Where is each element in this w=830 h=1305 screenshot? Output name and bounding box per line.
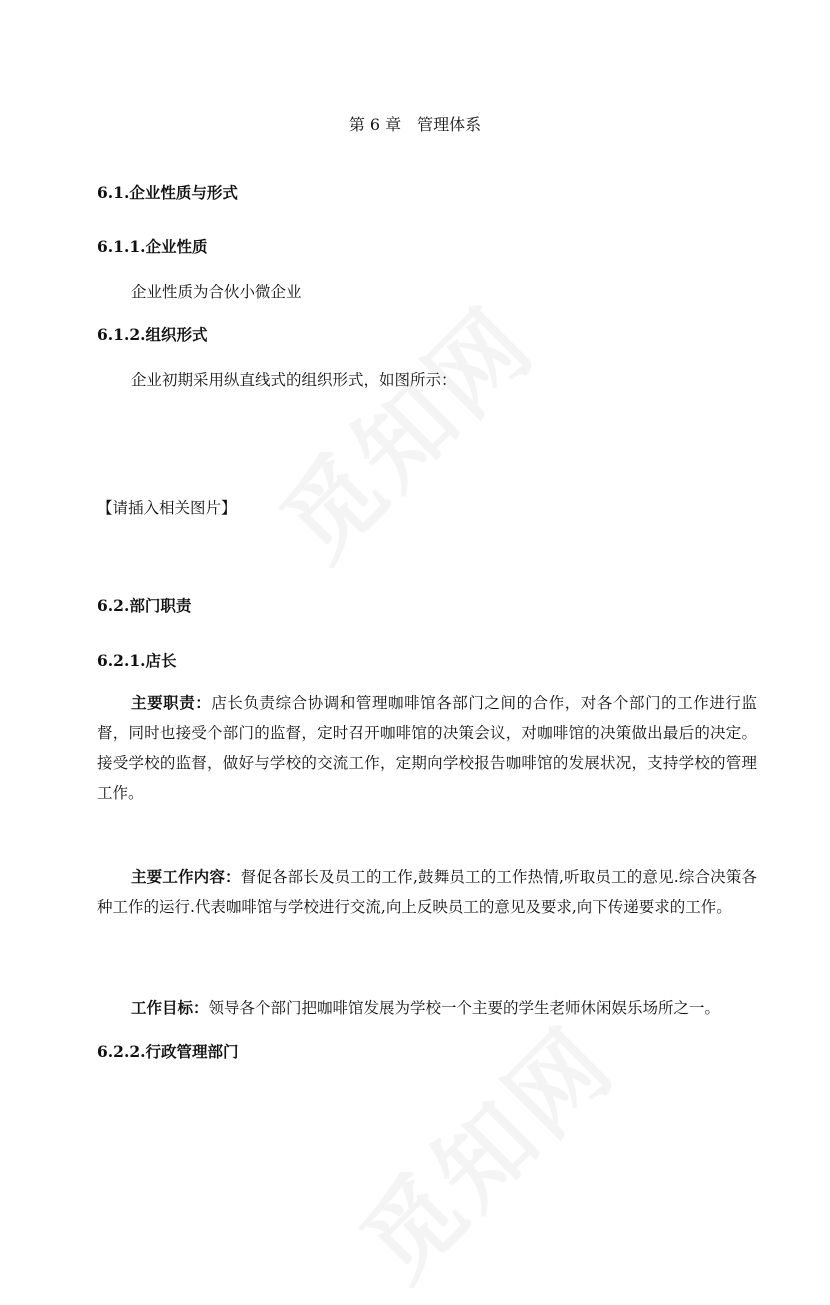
section-heading-6-2-1: 6.2.1.店长: [97, 651, 177, 670]
enterprise-nature-text: 企业性质为合伙小微企业: [131, 283, 302, 301]
work-text: 督促各部长及员工的工作,鼓舞员工的工作热情,听取员工的意见.综合决策各种工作的运行.代表咖啡馆与学校进行交流,向上反映员工的意见及要求,向下传递要求的工作。: [97, 868, 757, 916]
section-heading-6-1-1: 6.1.1.企业性质: [97, 237, 208, 256]
duties-text: 店长负责综合协调和管理咖啡馆各部门之间的合作，对各个部门的工作进行监督，同时也接受个部门的监督，定时召开咖啡馆的决策会议，对咖啡馆的决策做出最后的决定。接受学校的监督，做好与学校的交流工作，定期向学校报告咖啡馆的发展状况，支持学校的管理工作。: [97, 694, 757, 802]
image-placeholder: 【请插入相关图片】: [97, 499, 237, 517]
section-heading-6-1: 6.1.企业性质与形式: [97, 183, 238, 202]
section-heading-6-1-2: 6.1.2.组织形式: [97, 325, 208, 344]
section-heading-6-2-2: 6.2.2.行政管理部门: [97, 1042, 239, 1061]
duties-label: 主要职责：: [131, 693, 212, 712]
manager-duties-paragraph: [97, 688, 757, 808]
work-label: 主要工作内容：: [131, 867, 241, 886]
goal-text: 领导各个部门把咖啡馆发展为学校一个主要的学生老师休闲娱乐场所之一。: [208, 999, 721, 1017]
organization-form-text: 企业初期采用纵直线式的组织形式，如图所示：: [131, 371, 457, 389]
manager-work-paragraph: [97, 862, 757, 922]
section-heading-6-2: 6.2.部门职责: [97, 596, 192, 615]
chapter-title: 第 6 章 管理体系: [348, 115, 482, 134]
watermark: [246, 272, 559, 585]
goal-label: 工作目标：: [131, 998, 209, 1017]
manager-goal-paragraph: [97, 993, 757, 1023]
watermark: [326, 992, 639, 1305]
